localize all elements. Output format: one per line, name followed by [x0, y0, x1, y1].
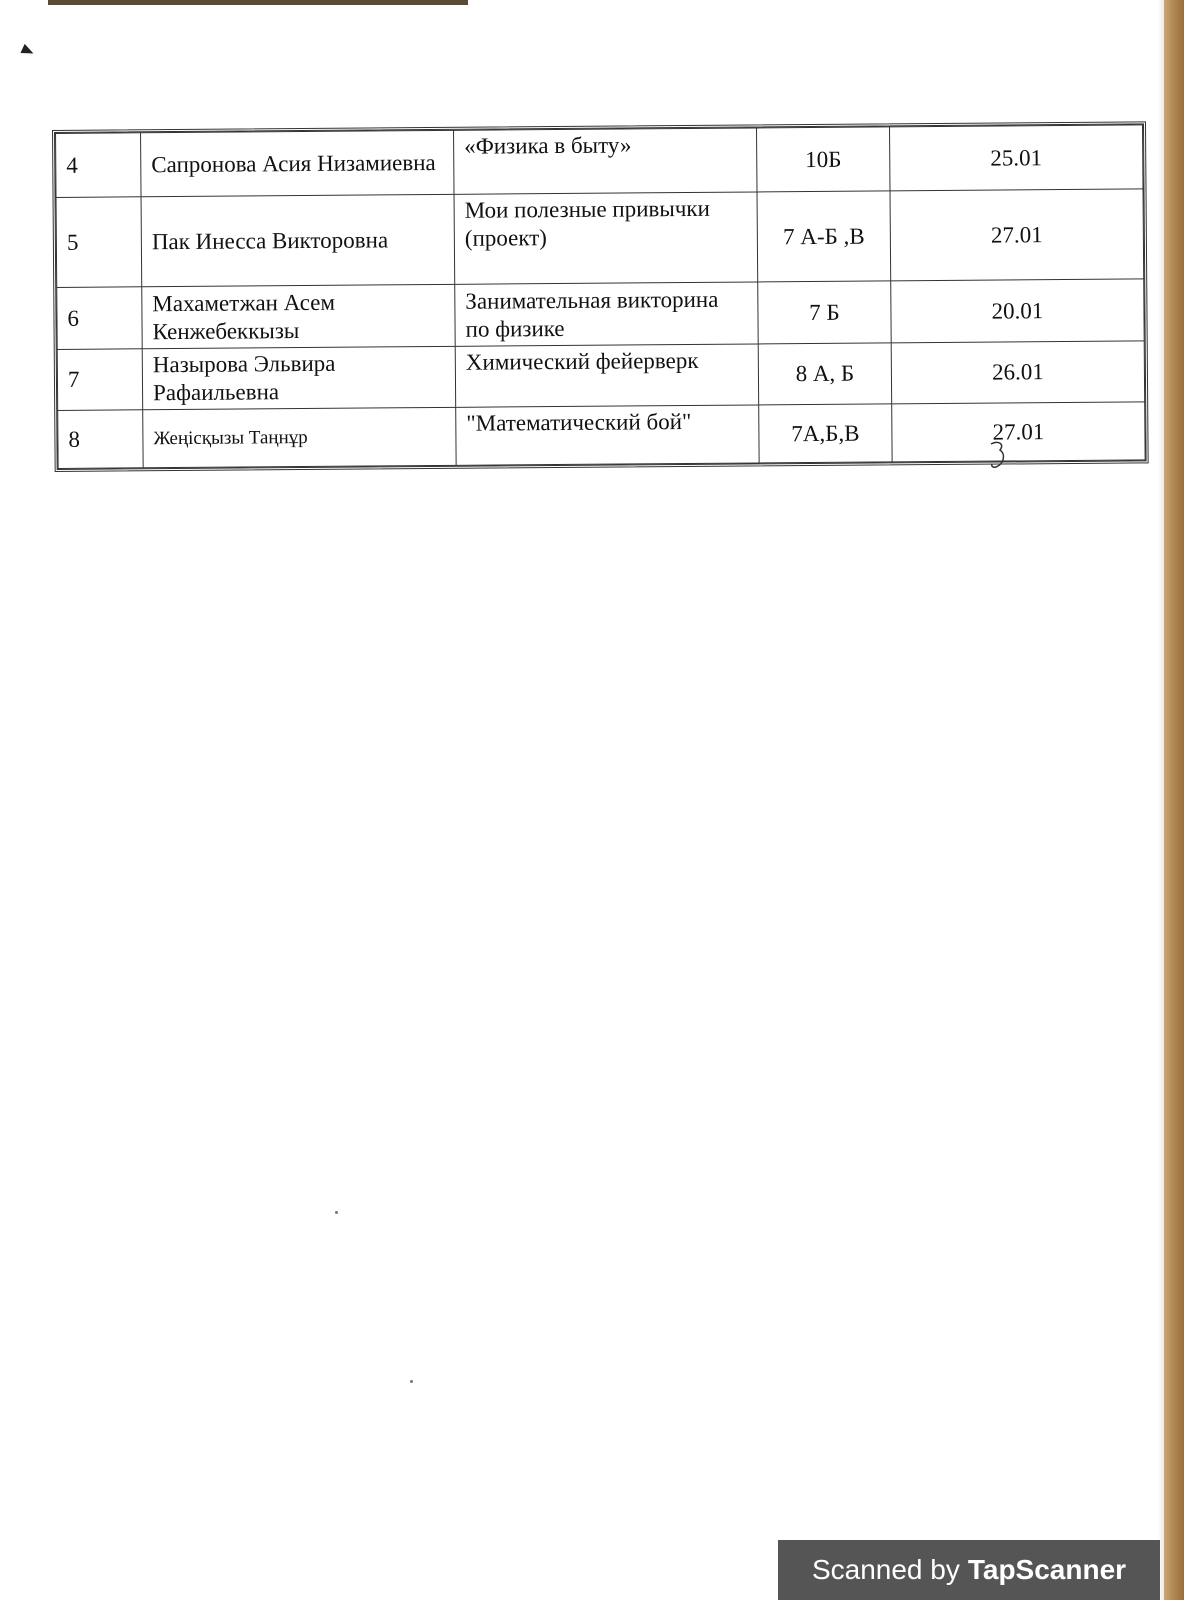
- event-topic: Химический фейерверк: [455, 344, 758, 407]
- event-date: 20.01: [891, 279, 1144, 343]
- watermark-prefix: Scanned by: [811, 1554, 960, 1585]
- watermark-brand: TapScanner: [967, 1554, 1127, 1585]
- event-class: 7А,Б,В: [759, 404, 892, 463]
- event-topic: «Физика в быту»: [454, 128, 757, 194]
- teacher-name: Махаметжан Асем Кенжебеккызы: [142, 284, 455, 348]
- event-class: 7 А-Б ,В: [757, 191, 891, 282]
- row-number: 8: [58, 410, 143, 469]
- table-row: [58, 402, 1145, 469]
- schedule-table: [52, 121, 1149, 472]
- table-row: [56, 189, 1144, 288]
- event-topic: Мои полезные привычки (проект): [454, 192, 758, 284]
- row-number: 6: [57, 287, 142, 350]
- scan-speck: [410, 1380, 413, 1383]
- row-number: 4: [56, 133, 142, 198]
- scanner-watermark: [778, 1540, 1160, 1600]
- event-topic: "Математический бой": [456, 405, 759, 465]
- event-date: 27.01: [892, 402, 1145, 462]
- event-class: 7 Б: [758, 281, 891, 344]
- teacher-name: Пак Инесса Викторовна: [141, 194, 455, 286]
- event-date: 25.01: [890, 125, 1143, 191]
- scan-top-edge: [48, 0, 468, 5]
- table-row: [57, 279, 1144, 350]
- event-topic: Занимательная викторина по физике: [455, 282, 758, 346]
- wood-background-edge: [1164, 0, 1184, 1600]
- event-class: 8 А, Б: [758, 343, 891, 405]
- scan-speck: [335, 1211, 338, 1214]
- event-date: 27.01: [890, 189, 1144, 281]
- teacher-name: Жеңісқызы Таңнұр: [143, 407, 456, 467]
- event-class: 10Б: [757, 127, 890, 192]
- row-number: 7: [57, 349, 142, 411]
- table-row: [56, 125, 1143, 198]
- row-number: 5: [56, 197, 142, 288]
- event-date: 26.01: [891, 341, 1144, 404]
- teacher-name: Назырова Эльвира Рафаильевна: [142, 346, 455, 409]
- teacher-name: Сапронова Асия Низамиевна: [141, 130, 454, 196]
- corner-arrow-mark: [20, 44, 35, 58]
- table-row: [57, 341, 1144, 411]
- handwritten-mark: [988, 440, 1008, 470]
